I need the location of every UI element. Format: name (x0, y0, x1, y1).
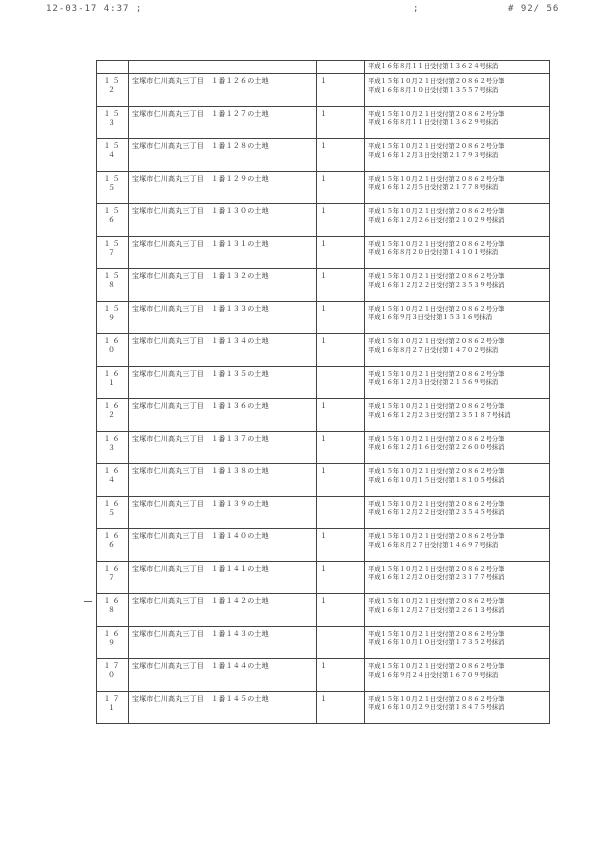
note-cell: 平成１５年１０月２１日受付第２０８６２号分筆 平成１６年１２月２２日受付第２３５４５号抹消 (365, 496, 550, 529)
note-cell: 平成１５年１０月２１日受付第２０８６２号分筆 平成１６年８月２０日受付第１４１０１号抹消 (365, 236, 550, 269)
row-number-cell: １５７ (97, 236, 129, 269)
note-cell: 平成１５年１０月２１日受付第２０８６２号分筆 平成１６年１２月２６日受付第２１０２９号抹消 (365, 204, 550, 237)
row-number-cell: １５５ (97, 171, 129, 204)
count-cell: １ (317, 269, 365, 302)
count-cell: １ (317, 464, 365, 497)
location-cell: 宝塚市仁川高丸三丁目 １番１３９の土地 (129, 496, 317, 529)
note-cell: 平成１５年１０月２１日受付第２０８６２号分筆 平成１６年１０月２９日受付第１８４７５号抹消 (365, 691, 550, 724)
table-row (97, 626, 550, 659)
count-cell: １ (317, 301, 365, 334)
table-row (97, 691, 550, 724)
location-cell: 宝塚市仁川高丸三丁目 １番１３３の土地 (129, 301, 317, 334)
table-row (97, 334, 550, 367)
note-cell: 平成１５年１０月２１日受付第２０８６２号分筆 平成１６年８月２７日受付第１４６９７号抹消 (365, 529, 550, 562)
note-cell: 平成１５年１０月２１日受付第２０８６２号分筆 平成１６年１２月２２日受付第２３５３９号抹消 (365, 269, 550, 302)
row-number-cell: １５３ (97, 106, 129, 139)
location-cell: 宝塚市仁川高丸三丁目 １番１４５の土地 (129, 691, 317, 724)
table-row-continued (97, 61, 550, 74)
row-number-cell: １７０ (97, 659, 129, 692)
row-number-cell: １６０ (97, 334, 129, 367)
note-cell: 平成１５年１０月２１日受付第２０８６２号分筆 平成１６年９月２４日受付第１６７０９号抹消 (365, 659, 550, 692)
count-cell: １ (317, 431, 365, 464)
table-row (97, 594, 550, 627)
count-cell: １ (317, 334, 365, 367)
location-cell: 宝塚市仁川高丸三丁目 １番１３７の土地 (129, 431, 317, 464)
note-cell: 平成１５年１０月２１日受付第２０８６２号分筆 平成１６年１２月３日受付第２１７９３号抹消 (365, 139, 550, 172)
note-cell: 平成１５年１０月２１日受付第２０８６２号分筆 平成１６年１０月１５日受付第１８１０５号抹消 (365, 464, 550, 497)
location-cell: 宝塚市仁川高丸三丁目 １番１３１の土地 (129, 236, 317, 269)
row-number-cell: １６８ (97, 594, 129, 627)
row-number-cell: １７１ (97, 691, 129, 724)
table-row (97, 236, 550, 269)
table-row (97, 561, 550, 594)
row-number-cell: １５８ (97, 269, 129, 302)
count-cell: １ (317, 399, 365, 432)
fax-separator: ; (413, 4, 419, 14)
row-number-cell: １６５ (97, 496, 129, 529)
location-cell: 宝塚市仁川高丸三丁目 １番１２８の土地 (129, 139, 317, 172)
location-cell: 宝塚市仁川高丸三丁目 １番１３２の土地 (129, 269, 317, 302)
margin-mark (84, 601, 92, 602)
count-cell: １ (317, 106, 365, 139)
count-cell: １ (317, 561, 365, 594)
fax-timestamp: 12-03-17 4:37 ; (46, 4, 143, 14)
count-cell: １ (317, 204, 365, 237)
location-cell: 宝塚市仁川高丸三丁目 １番１３４の土地 (129, 334, 317, 367)
note-cell: 平成１５年１０月２１日受付第２０８６２号分筆 平成１６年１２月１６日受付第２２６００号抹消 (365, 431, 550, 464)
register-table-body (97, 61, 550, 724)
row-number-cell: １５４ (97, 139, 129, 172)
table-row (97, 366, 550, 399)
note-cell: 平成１５年１０月２１日受付第２０８６２号分筆 平成１６年１２月５日受付第２１７７８号抹消 (365, 171, 550, 204)
table-row (97, 659, 550, 692)
count-cell: １ (317, 236, 365, 269)
location-cell: 宝塚市仁川高丸三丁目 １番１３５の土地 (129, 366, 317, 399)
row-number-cell: １６４ (97, 464, 129, 497)
register-table (96, 60, 550, 724)
table-row (97, 301, 550, 334)
fax-header (0, 4, 595, 18)
note-cell: 平成１５年１０月２１日受付第２０８６２号分筆 平成１６年８月１１日受付第１３６２９号抹消 (365, 106, 550, 139)
note-cell: 平成１５年１０月２１日受付第２０８６２号分筆 平成１６年８月１０日受付第１３５５７号抹消 (365, 74, 550, 107)
location-cell: 宝塚市仁川高丸三丁目 １番１２７の土地 (129, 106, 317, 139)
row-number-cell: １６９ (97, 626, 129, 659)
note-cell: 平成１５年１０月２１日受付第２０８６２号分筆 平成１６年８月２７日受付第１４７０２号抹消 (365, 334, 550, 367)
location-cell: 宝塚市仁川高丸三丁目 １番１４１の土地 (129, 561, 317, 594)
row-number-cell (97, 61, 129, 74)
row-number-cell: １６２ (97, 399, 129, 432)
row-number-cell: １６７ (97, 561, 129, 594)
location-cell: 宝塚市仁川高丸三丁目 １番１４２の土地 (129, 594, 317, 627)
table-row (97, 431, 550, 464)
table-row (97, 139, 550, 172)
count-cell: １ (317, 171, 365, 204)
note-cell: 平成１５年１０月２１日受付第２０８６２号分筆 平成１６年９月３日受付第１５３１６号抹消 (365, 301, 550, 334)
location-cell: 宝塚市仁川高丸三丁目 １番１２６の土地 (129, 74, 317, 107)
note-cell: 平成１５年１０月２１日受付第２０８６２号分筆 平成１６年１２月３日受付第２１５６９号抹消 (365, 366, 550, 399)
table-row (97, 529, 550, 562)
note-cell: 平成１５年１０月２１日受付第２０８６２号分筆 平成１６年１２月２７日受付第２２６１３号抹消 (365, 594, 550, 627)
location-cell: 宝塚市仁川高丸三丁目 １番１４３の土地 (129, 626, 317, 659)
count-cell (317, 366, 365, 399)
location-cell: 宝塚市仁川高丸三丁目 １番１２９の土地 (129, 171, 317, 204)
table-row (97, 74, 550, 107)
table-row (97, 496, 550, 529)
row-number-cell: １５２ (97, 74, 129, 107)
count-cell: １ (317, 659, 365, 692)
note-cell: 平成１５年１０月２１日受付第２０８６２号分筆 平成１６年１２月２０日受付第２３１７７号抹消 (365, 561, 550, 594)
fax-page-number: # 92/ 56 (508, 4, 560, 14)
location-cell: 宝塚市仁川高丸三丁目 １番１３８の土地 (129, 464, 317, 497)
table-row (97, 171, 550, 204)
table-row (97, 269, 550, 302)
row-number-cell: １５９ (97, 301, 129, 334)
location-cell: 宝塚市仁川高丸三丁目 １番１３０の土地 (129, 204, 317, 237)
count-cell (317, 61, 365, 74)
table-row (97, 106, 550, 139)
table-row (97, 204, 550, 237)
count-cell (317, 626, 365, 659)
count-cell: １ (317, 691, 365, 724)
location-cell (129, 61, 317, 74)
note-cell: 平成１５年１０月２１日受付第２０８６２号分筆 平成１６年１０月１０日受付第１７３５２号抹消 (365, 626, 550, 659)
table-row (97, 399, 550, 432)
row-number-cell: １６６ (97, 529, 129, 562)
location-cell: 宝塚市仁川高丸三丁目 １番１４０の土地 (129, 529, 317, 562)
note-cell: 平成１５年１０月２１日受付第２０８６２号分筆 平成１６年１２月２３日受付第２３５１８７号抹消 (365, 399, 550, 432)
table-row (97, 464, 550, 497)
row-number-cell: １６１ (97, 366, 129, 399)
location-cell: 宝塚市仁川高丸三丁目 １番１３６の土地 (129, 399, 317, 432)
location-cell: 宝塚市仁川高丸三丁目 １番１４４の土地 (129, 659, 317, 692)
note-cell: 平成１６年８月１１日受付第１３６２４号抹消 (365, 61, 550, 74)
count-cell: １ (317, 594, 365, 627)
count-cell: １ (317, 529, 365, 562)
row-number-cell: １６３ (97, 431, 129, 464)
count-cell: １ (317, 139, 365, 172)
count-cell: １ (317, 74, 365, 107)
count-cell (317, 496, 365, 529)
row-number-cell: １５６ (97, 204, 129, 237)
